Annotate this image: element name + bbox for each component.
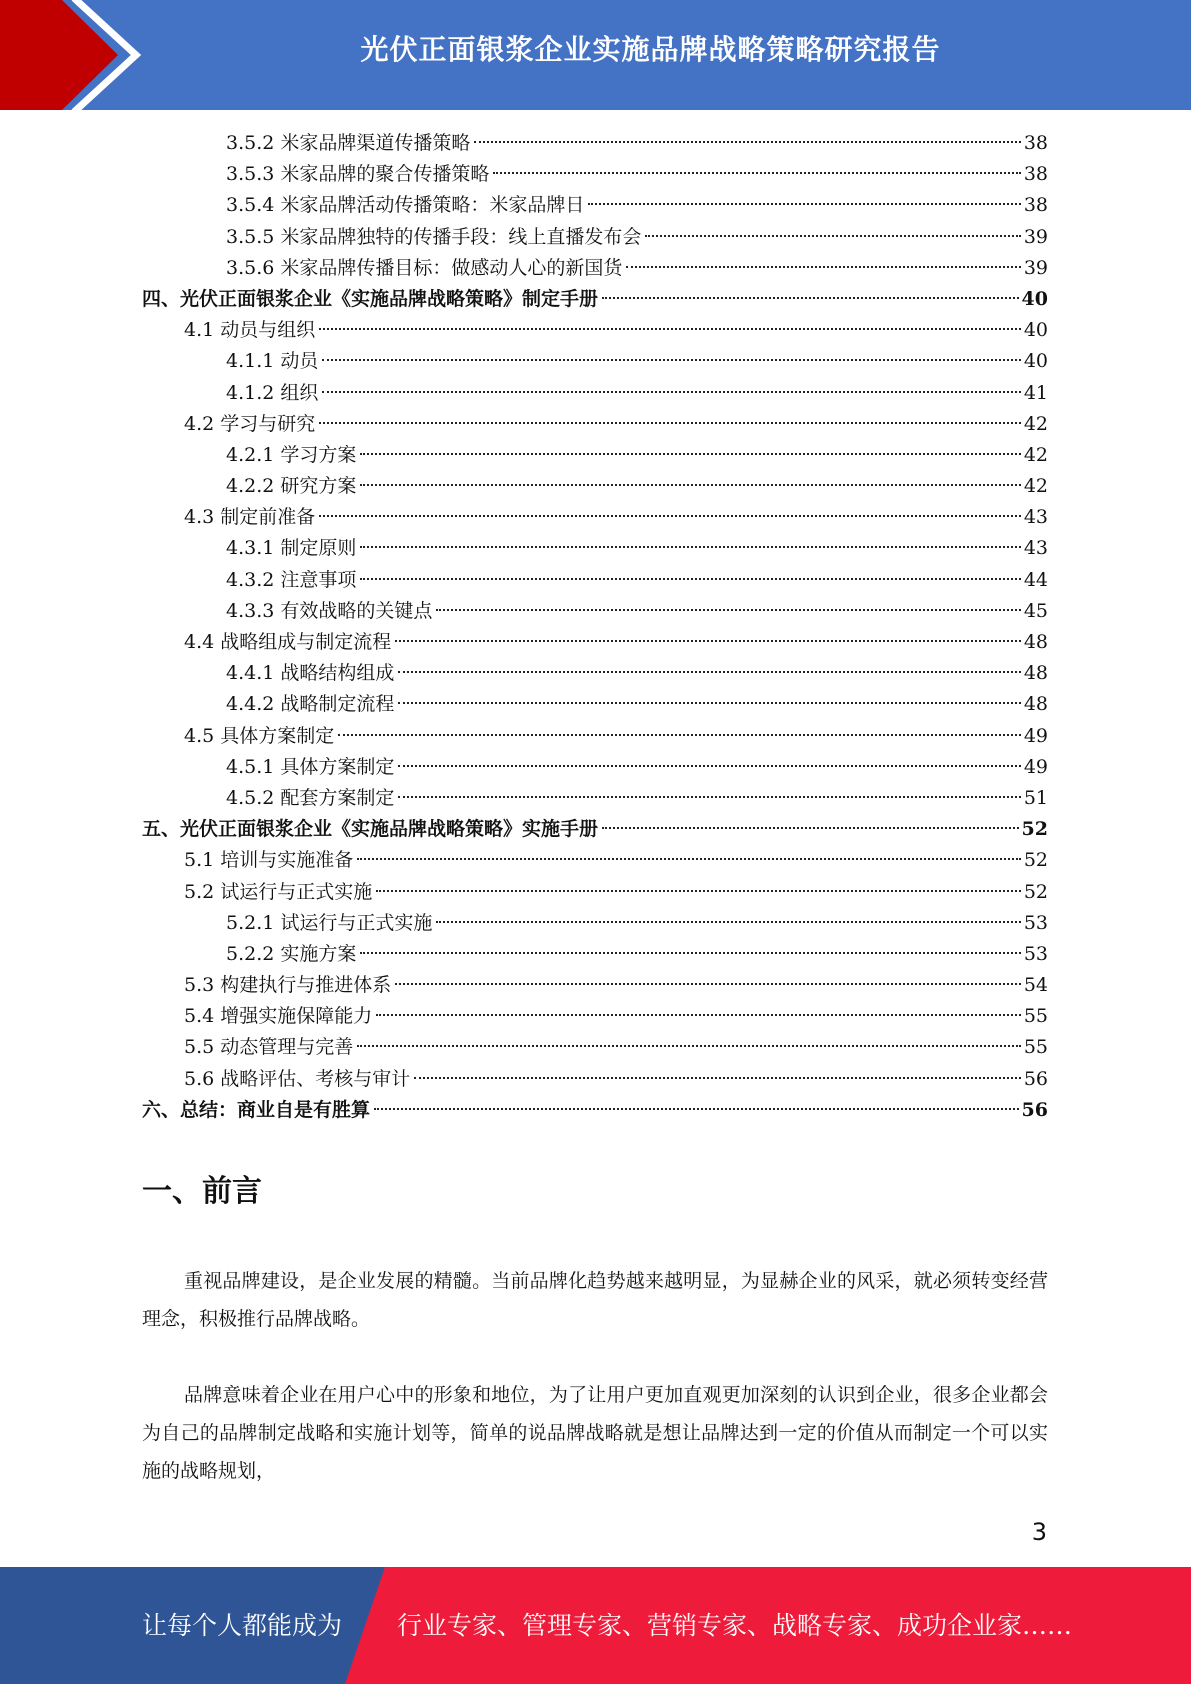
toc-entry-page: 40 [1021,287,1048,310]
toc-entry-label: 4.1 动员与组织 [184,315,317,346]
toc-entry-page: 53 [1023,911,1048,934]
toc-dot-leader [398,671,1020,673]
toc-entry[interactable] [142,565,1048,596]
toc-entry-page: 42 [1023,475,1048,498]
toc-entry[interactable] [142,596,1048,627]
toc-entry-label: 4.2.2 研究方案 [226,471,358,502]
toc-dot-leader [398,765,1020,767]
toc-entry-label: 4.5.2 配套方案制定 [226,783,396,814]
toc-entry-label: 4.3.3 有效战略的关键点 [226,596,434,627]
toc-dot-leader [474,141,1020,143]
toc-dot-leader [319,515,1021,517]
toc-dot-leader [360,578,1020,580]
toc-entry[interactable] [142,222,1048,253]
body-paragraph: 重视品牌建设，是企业发展的精髓。当前品牌化趋势越来越明显，为显赫企业的风采，就必须转变经营理念，积极推行品牌战略。 [142,1270,1048,1330]
toc-dot-leader [360,484,1020,486]
toc-dot-leader [360,546,1020,548]
toc-entry[interactable] [142,409,1048,440]
toc-dot-leader [357,858,1021,860]
body-paragraph: 品牌意味着企业在用户心中的形象和地位，为了让用户更加直观更加深刻的认识到企业，很多企业都会为自己的品牌制定战略和实施计划等，简单的说品牌战略就是想让品牌达到一定的价值从而制定一个可以实施的战略规划， [142,1384,1048,1482]
toc-dot-leader [398,702,1020,704]
toc-dot-leader [357,1045,1021,1047]
toc-entry[interactable] [142,783,1048,814]
toc-entry-page: 42 [1023,443,1048,466]
toc-entry[interactable] [142,378,1048,409]
toc-entry-label: 五、光伏正面银浆企业《实施品牌战略策略》实施手册 [142,814,600,845]
toc-dot-leader [436,609,1020,611]
toc-dot-leader [374,1108,1019,1110]
toc-entry[interactable] [142,814,1048,845]
toc-dot-leader [360,952,1020,954]
toc-entry[interactable] [142,970,1048,1001]
toc-entry-page: 43 [1023,506,1048,529]
toc-entry[interactable] [142,502,1048,533]
toc-entry-label: 4.3.2 注意事项 [226,565,358,596]
toc-dot-leader [322,359,1020,361]
toc-entry[interactable] [142,908,1048,939]
toc-entry-label: 4.2.1 学习方案 [226,440,358,471]
toc-entry-page: 55 [1023,1036,1048,1059]
toc-entry-label: 4.2 学习与研究 [184,409,317,440]
toc-dot-leader [626,266,1020,268]
toc-dot-leader [376,890,1021,892]
toc-entry-label: 5.3 构建执行与推进体系 [184,970,393,1001]
toc-entry-label: 3.5.3 米家品牌的聚合传播策略 [226,159,491,190]
toc-entry-label: 六、总结：商业自是有胜算 [142,1095,372,1126]
toc-dot-leader [398,796,1020,798]
toc-entry[interactable] [142,689,1048,720]
toc-entry[interactable] [142,128,1048,159]
toc-dot-leader [602,297,1019,299]
toc-entry[interactable] [142,1064,1048,1095]
toc-entry-label: 5.1 培训与实施准备 [184,845,355,876]
toc-entry-label: 3.5.4 米家品牌活动传播策略：米家品牌日 [226,190,586,221]
toc-entry[interactable] [142,471,1048,502]
toc-entry-label: 5.2.1 试运行与正式实施 [226,908,434,939]
toc-entry-page: 48 [1023,662,1048,685]
toc-entry[interactable] [142,627,1048,658]
toc-entry-label: 5.6 战略评估、考核与审计 [184,1064,412,1095]
toc-entry-page: 55 [1023,1005,1048,1028]
toc-entry-page: 43 [1023,537,1048,560]
toc-entry-label: 5.4 增强实施保障能力 [184,1001,374,1032]
toc-entry-label: 四、光伏正面银浆企业《实施品牌战略策略》制定手册 [142,284,600,315]
toc-entry-page: 49 [1023,724,1048,747]
toc-entry-label: 4.1.1 动员 [226,346,320,377]
toc-entry[interactable] [142,721,1048,752]
toc-dot-leader [360,453,1020,455]
toc-dot-leader [395,640,1021,642]
toc-entry-label: 4.4 战略组成与制定流程 [184,627,393,658]
toc-entry[interactable] [142,346,1048,377]
section-heading: 一、前言 [142,1174,262,1209]
toc-entry[interactable] [142,440,1048,471]
toc-entry[interactable] [142,752,1048,783]
toc-entry-page: 38 [1023,194,1048,217]
toc-dot-leader [493,172,1020,174]
toc-entry-page: 45 [1023,599,1048,622]
toc-entry-page: 53 [1023,942,1048,965]
toc-entry[interactable] [142,1032,1048,1063]
toc-entry-page: 41 [1023,381,1048,404]
toc-entry[interactable] [142,658,1048,689]
toc-entry-label: 5.2.2 实施方案 [226,939,358,970]
toc-entry[interactable] [142,253,1048,284]
toc-entry[interactable] [142,939,1048,970]
toc-entry-label: 3.5.5 米家品牌独特的传播手段：线上直播发布会 [226,222,643,253]
toc-dot-leader [645,235,1020,237]
toc-entry-page: 52 [1021,818,1048,841]
toc-dot-leader [319,422,1021,424]
footer-slogan-left: 让每个人都能成为 [142,1611,343,1640]
toc-entry-label: 5.2 试运行与正式实施 [184,877,374,908]
toc-entry-page: 48 [1023,631,1048,653]
toc-entry[interactable] [142,877,1048,908]
toc-entry[interactable] [142,1001,1048,1032]
report-title: 光伏正面银浆企业实施品牌战略策略研究报告 [360,33,941,66]
toc-entry[interactable] [142,1095,1048,1126]
toc-entry-page: 44 [1023,568,1048,591]
toc-entry-page: 48 [1023,693,1048,716]
toc-entry-page: 52 [1023,880,1048,903]
toc-dot-leader [414,1077,1021,1079]
toc-entry-label: 4.1.2 组织 [226,378,320,409]
toc-entry[interactable] [142,533,1048,564]
toc-dot-leader [588,203,1020,205]
toc-entry-page: 56 [1023,1067,1048,1090]
toc-entry-page: 38 [1023,163,1048,186]
toc-entry-page: 49 [1023,755,1048,778]
toc-dot-leader [338,734,1021,736]
toc-entry[interactable] [142,159,1048,190]
toc-entry-label: 3.5.6 米家品牌传播目标：做感动人心的新国货 [226,253,624,284]
toc-dot-leader [436,921,1020,923]
toc-entry-label: 3.5.2 米家品牌渠道传播策略 [226,128,472,159]
toc-entry-page: 39 [1023,225,1048,248]
toc-entry-label: 4.3.1 制定原则 [226,533,358,564]
table-of-contents [142,128,1048,1126]
toc-entry[interactable] [142,190,1048,221]
toc-entry-label: 4.5.1 具体方案制定 [226,752,396,783]
header-arrow-decoration [0,0,150,110]
toc-dot-leader [395,983,1021,985]
toc-entry-label: 4.4.2 战略制定流程 [226,689,396,720]
toc-dot-leader [376,1014,1021,1016]
toc-dot-leader [602,827,1019,829]
toc-dot-leader [322,391,1020,393]
toc-entry-page: 40 [1023,350,1048,373]
toc-entry-label: 4.5 具体方案制定 [184,721,336,752]
page-footer [0,1567,1191,1684]
toc-entry-page: 40 [1023,319,1048,342]
toc-entry-page: 52 [1023,849,1048,872]
footer-slogan-right: 行业专家、管理专家、营销专家、战略专家、成功企业家…… [397,1611,1073,1640]
toc-entry-page: 39 [1023,256,1048,279]
toc-entry-page: 42 [1023,412,1048,435]
toc-entry-page: 38 [1023,132,1048,154]
toc-entry-page: 56 [1021,1098,1048,1121]
toc-entry[interactable] [142,284,1048,315]
toc-entry[interactable] [142,315,1048,346]
page-number: 3 [1031,1518,1047,1546]
toc-dot-leader [319,328,1021,330]
toc-entry-label: 5.5 动态管理与完善 [184,1032,355,1063]
toc-entry-page: 51 [1023,786,1048,809]
toc-entry-label: 4.3 制定前准备 [184,502,317,533]
toc-entry[interactable] [142,845,1048,876]
page-header [0,0,1191,110]
toc-entry-label: 4.4.1 战略结构组成 [226,658,396,689]
toc-entry-page: 54 [1023,974,1048,997]
